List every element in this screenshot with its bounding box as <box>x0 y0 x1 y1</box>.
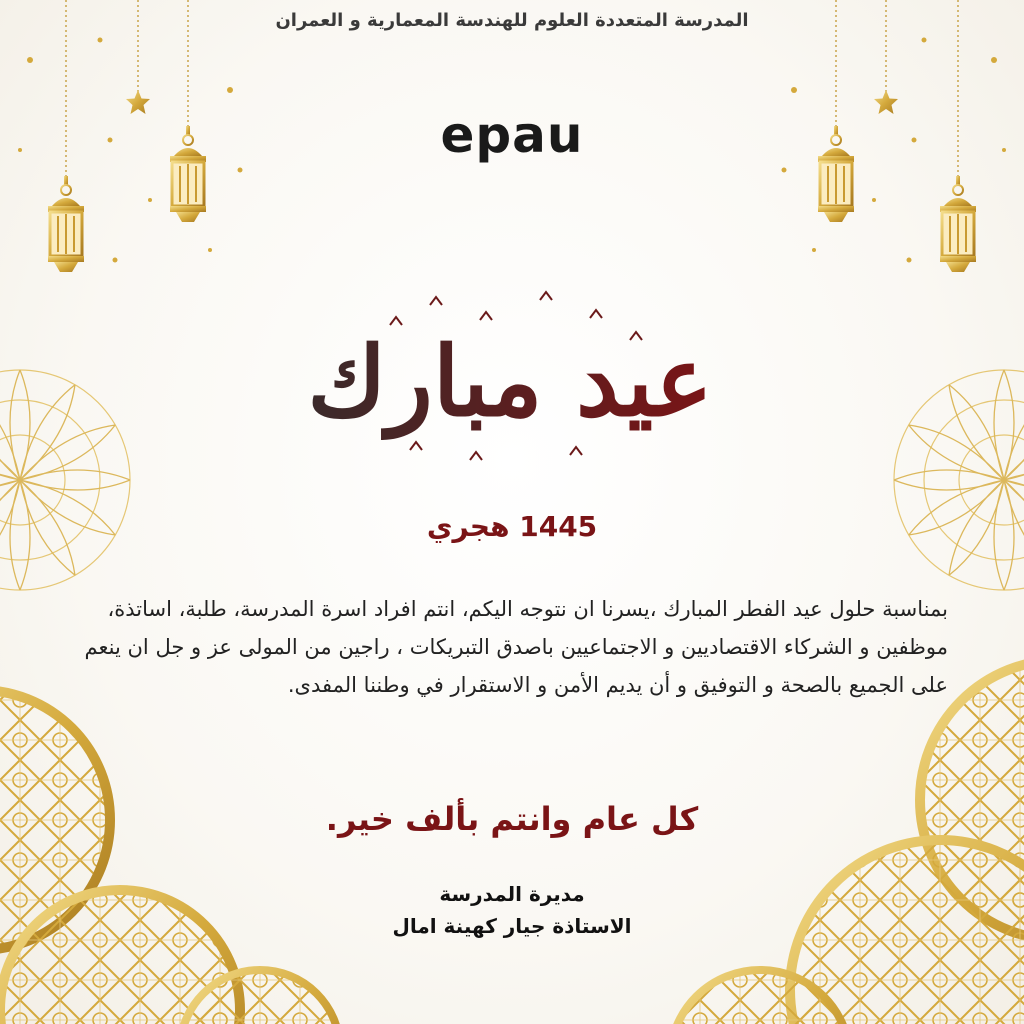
mandala-ornament <box>894 370 1024 590</box>
wish-line: كل عام وانتم بألف خير. <box>325 800 699 838</box>
svg-text:عيد مبارك: عيد مبارك <box>307 325 713 438</box>
mandala-ornament <box>0 370 130 590</box>
arabesque-circle <box>670 660 1024 1024</box>
hijri-year: 1445 هجري <box>426 510 598 543</box>
eid-mubarak-calligraphy <box>307 280 713 480</box>
greeting-message: بمناسبة حلول عيد الفطر المبارك ،يسرنا ان نتوجه اليكم، انتم افراد اسرة المدرسة، طلبة، اساتذة، موظفين و الشركاء الاقتصاديين و الاجتماعيين باصدق التبريكات ، راجين من المولى عز و جل ان ينعم على الجميع بالصحة و التوفيق و أن يديم الأمن و الاستقرار في وطننا المفدى. <box>84 597 948 697</box>
signature <box>0 878 1024 942</box>
lantern-icon <box>940 176 976 272</box>
arabesque-circle <box>0 690 340 1024</box>
school-name: المدرسة المتعددة العلوم للهندسة المعمارية و العمران <box>275 10 749 31</box>
lantern-icon <box>48 176 84 272</box>
signature-name: الاستاذة جيار كهينة امال <box>392 914 632 938</box>
signature-title: مديرة المدرسة <box>439 882 585 906</box>
epau-logo: epau <box>440 106 584 164</box>
